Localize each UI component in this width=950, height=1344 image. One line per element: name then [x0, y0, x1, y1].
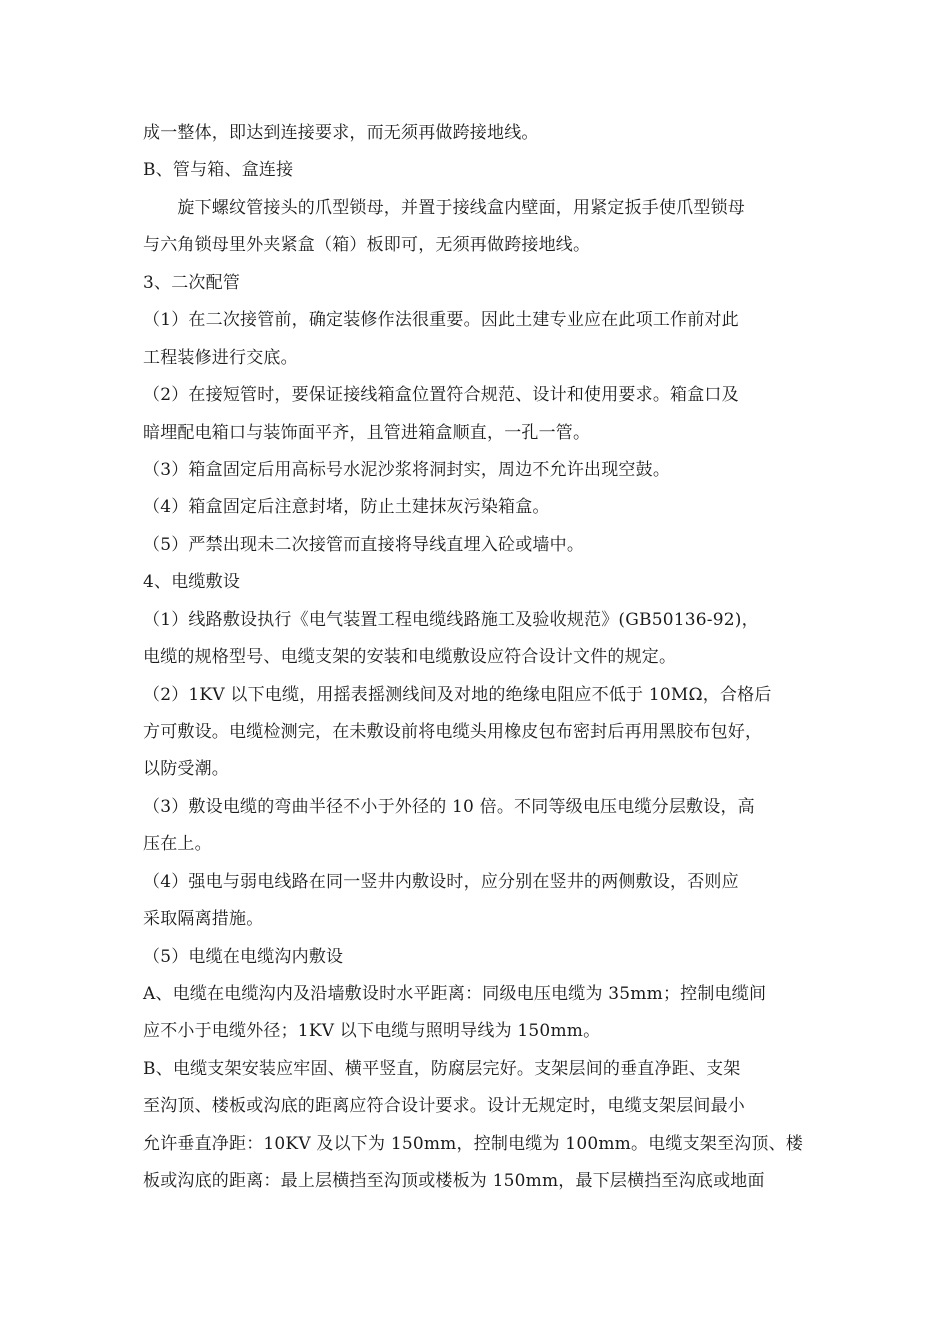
- text-line: 至沟顶、楼板或沟底的距离应符合设计要求。设计无规定时，电缆支架层间最小: [143, 1096, 745, 1116]
- text-line: （4）强电与弱电线路在同一竖井内敷设时，应分别在竖井的两侧敷设，否则应: [143, 872, 739, 892]
- text-line: 板或沟底的距离：最上层横挡至沟顶或楼板为 150mm，最下层横挡至沟底或地面: [143, 1171, 765, 1191]
- text-line: （3）敷设电缆的弯曲半径不小于外径的 10 倍。不同等级电压电缆分层敷设，高: [143, 797, 755, 817]
- text-line: （1）线路敷设执行《电气装置工程电缆线路施工及验收规范》(GB50136-92)，: [143, 610, 759, 630]
- text-line: （1）在二次接管前，确定装修作法很重要。因此土建专业应在此项工作前对此: [143, 310, 739, 330]
- text-line: 应不小于电缆外径；1KV 以下电缆与照明导线为 150mm。: [143, 1021, 601, 1041]
- text-line: （2）1KV 以下电缆，用摇表摇测线间及对地的绝缘电阻应不低于 10MΩ，合格后: [143, 685, 772, 705]
- text-line: 旋下螺纹管接头的爪型锁母，并置于接线盒内壁面，用紧定扳手使爪型锁母: [143, 198, 745, 218]
- text-line: 暗埋配电箱口与装饰面平齐，且管进箱盒顺直，一孔一管。: [143, 423, 591, 443]
- text-line: （3）箱盒固定后用高标号水泥沙浆将洞封实，周边不允许出现空鼓。: [143, 460, 671, 480]
- text-line: B、电缆支架安装应牢固、横平竖直，防腐层完好。支架层间的垂直净距、支架: [143, 1059, 741, 1079]
- text-line: （2）在接短管时，要保证接线箱盒位置符合规范、设计和使用要求。箱盒口及: [143, 385, 739, 405]
- text-line: （5）严禁出现未二次接管而直接将导线直埋入砼或墙中。: [143, 535, 585, 555]
- text-line: 采取隔离措施。: [143, 909, 264, 929]
- text-line: 允许垂直净距：10KV 及以下为 150mm，控制电缆为 100mm。电缆支架至沟顶、楼: [143, 1134, 803, 1154]
- section-heading: 3、二次配管: [143, 273, 241, 293]
- text-line: 与六角锁母里外夹紧盒（箱）板即可，无须再做跨接地线。: [143, 235, 591, 255]
- text-line: 成一整体，即达到连接要求，而无须再做跨接地线。: [143, 123, 539, 143]
- text-line: 工程装修进行交底。: [143, 348, 298, 368]
- text-line: 方可敷设。电缆检测完，在未敷设前将电缆头用橡皮包布密封后再用黑胶布包好，: [143, 722, 763, 742]
- text-line: 以防受潮。: [143, 759, 229, 779]
- section-heading: B、管与箱、盒连接: [143, 160, 294, 180]
- text-line: A、电缆在电缆沟内及沿墙敷设时水平距离：同级电压电缆为 35mm；控制电缆间: [143, 984, 767, 1004]
- section-heading: 4、电缆敷设: [143, 572, 241, 592]
- text-line: 电缆的规格型号、电缆支架的安装和电缆敷设应符合设计文件的规定。: [143, 647, 677, 667]
- text-line: 压在上。: [143, 834, 212, 854]
- text-line: （4）箱盒固定后注意封堵，防止土建抹灰污染箱盒。: [143, 497, 550, 517]
- text-line: （5）电缆在电缆沟内敷设: [143, 947, 344, 967]
